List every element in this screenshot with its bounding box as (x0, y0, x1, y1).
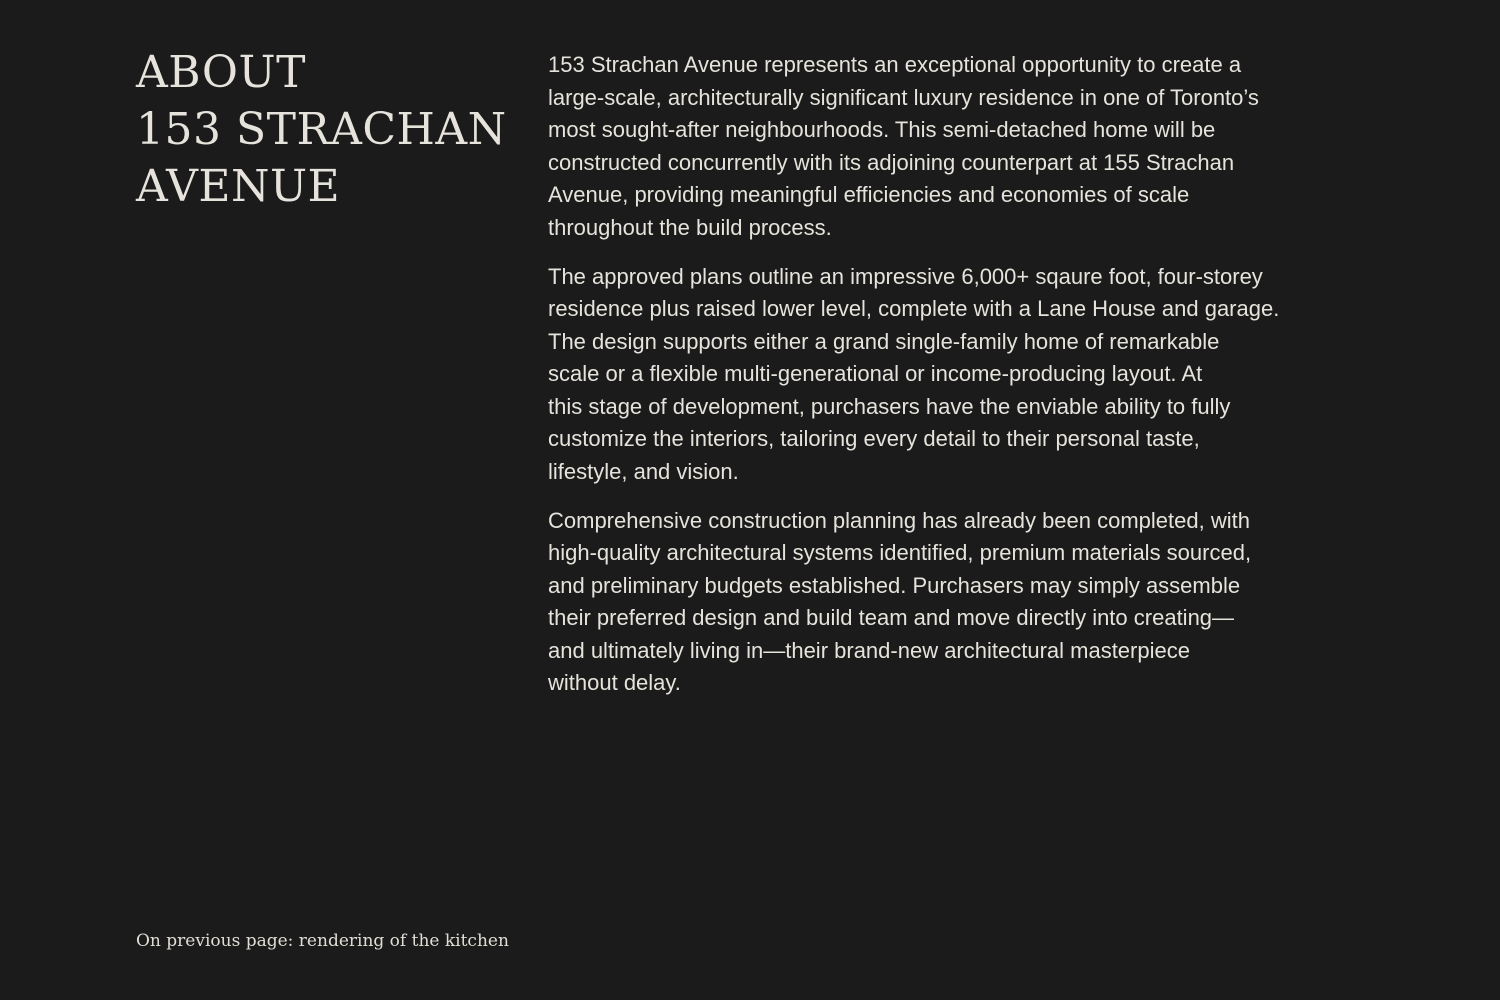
title-line: ABOUT (136, 47, 306, 98)
text-line: large-scale, architecturally significant luxury residence in one of Toronto’s (548, 84, 1259, 110)
title-line: 153 STRACHAN (136, 104, 507, 155)
text-line: this stage of development, purchasers have the enviable ability to fully (548, 393, 1231, 419)
text-line: customize the interiors, tailoring every detail to their personal taste, (548, 426, 1200, 451)
text-line: Avenue, providing meaningful efficiencies and economies of scale (548, 182, 1190, 207)
text-line: scale or a flexible multi-generational or income-producing layout. At (548, 361, 1203, 386)
text-line: 153 Strachan Avenue represents an exceptional opportunity to create a (548, 52, 1242, 77)
text-line: The design supports either a grand single-family home of remarkable (548, 328, 1220, 354)
text-line: The approved plans outline an impressive 6,000+ sqaure foot, four-storey (548, 263, 1263, 289)
text-line: Comprehensive construction planning has already been completed, with (548, 507, 1250, 533)
text-line: and preliminary budgets established. Purchasers may simply assemble (548, 572, 1241, 598)
body-text (548, 49, 1378, 716)
paragraph-3 (548, 505, 1378, 700)
text-line: and ultimately living in—their brand-new architectural masterpiece (548, 637, 1190, 663)
image-caption: On previous page: rendering of the kitchen (136, 931, 509, 951)
text-line: throughout the build process. (548, 214, 832, 240)
text-line: their preferred design and build team and move directly into creating— (548, 605, 1235, 630)
title-line: AVENUE (136, 161, 341, 212)
paragraph-1 (548, 49, 1378, 244)
text-line: residence plus raised lower level, complete with a Lane House and garage. (548, 296, 1280, 321)
paragraph-2 (548, 261, 1378, 489)
text-line: most sought-after neighbourhoods. This semi-detached home will be (548, 117, 1216, 142)
text-line: lifestyle, and vision. (548, 458, 739, 484)
text-line: constructed concurrently with its adjoining counterpart at 155 Strachan (548, 149, 1235, 175)
text-line: high-quality architectural systems identified, premium materials sourced, (548, 540, 1252, 565)
page-title (136, 44, 506, 215)
text-line: without delay. (548, 670, 681, 695)
